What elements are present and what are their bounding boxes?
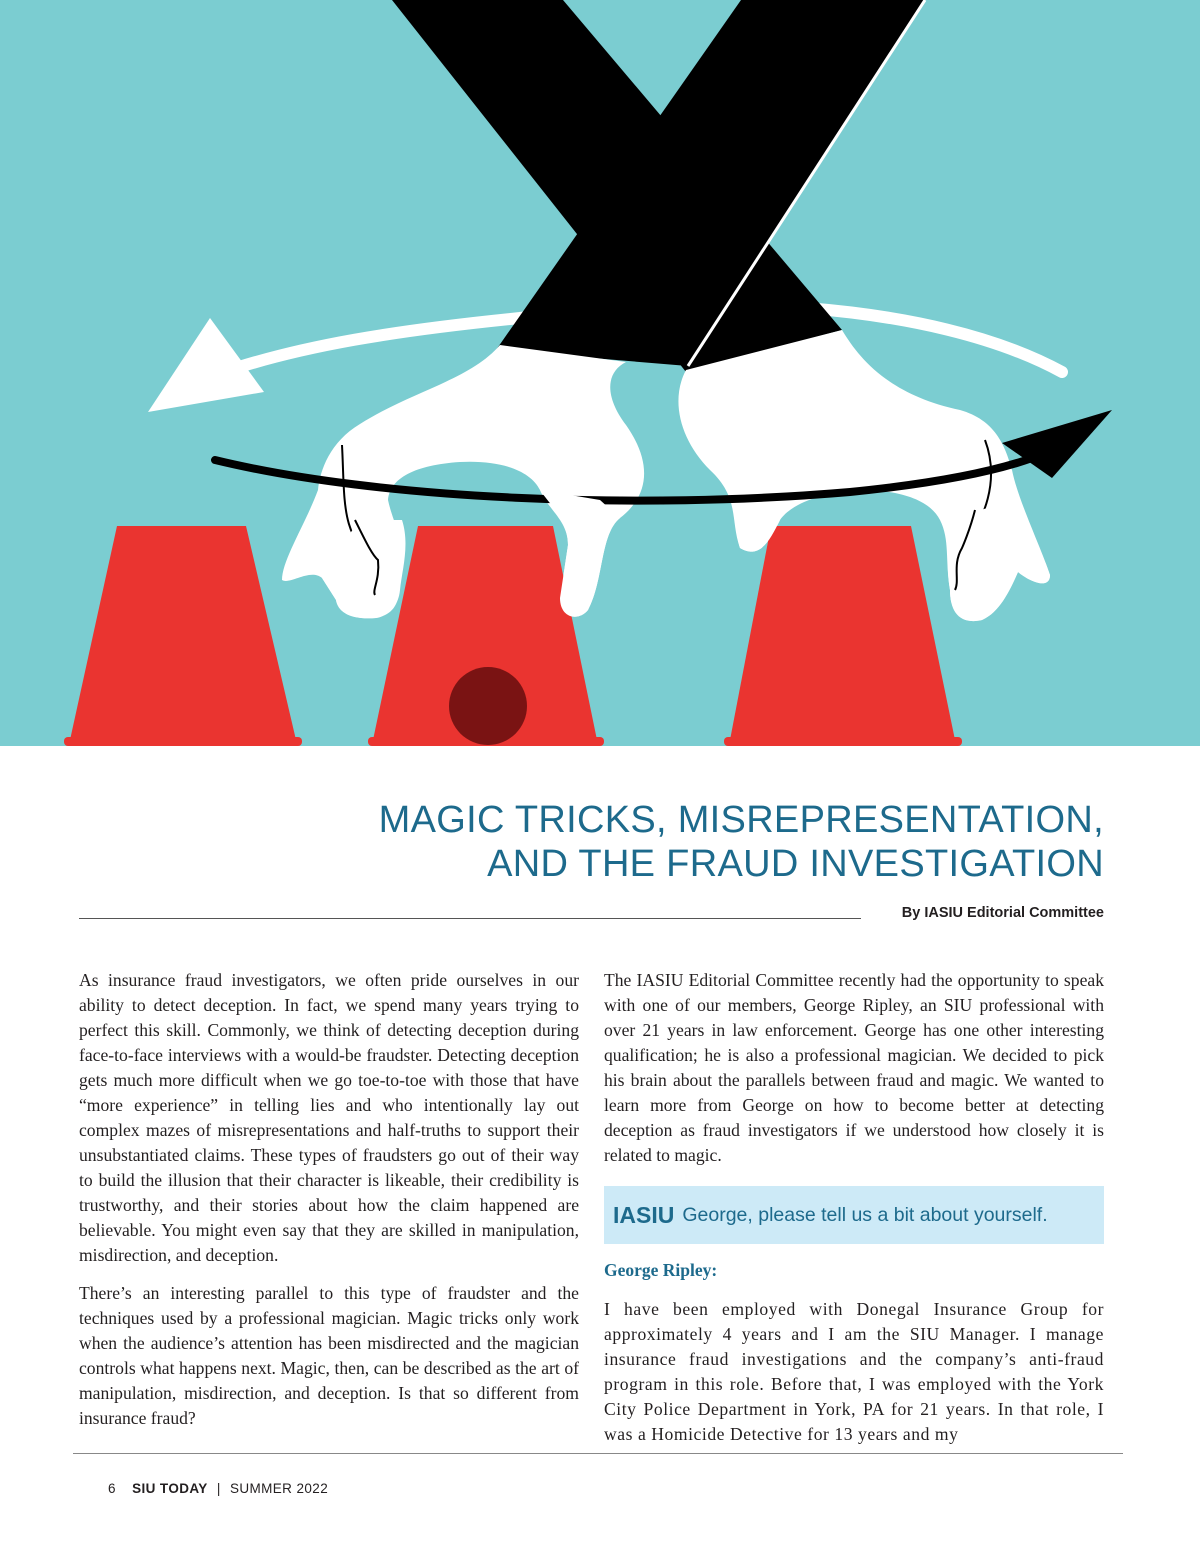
left-paragraph-2: There’s an interesting parallel to this type of fraudster and the techniques used by a professional magician. Magic tricks only work when the audience’s attention has been misdirected and the magician controls what happens next. Magic, then, can be described as the art of manipulation, misdirection, and deception. Is that so different from insurance fraud? <box>79 1283 579 1428</box>
intro-paragraph: The IASIU Editorial Committee recently had the opportunity to speak with one of our members, George Ripley, an SIU professional with over 21 years in law enforcement. George has one other interesting qualification; he is also a professional magician. We decided to pick his brain about the parallels between fraud and magic. We wanted to learn more from George on how to become better at detecting deception as fraud investigators if we understood how closely it is related to magic. <box>604 970 1104 1165</box>
question-text: George, please tell us a bit about yourself. <box>682 1203 1048 1226</box>
title-divider <box>79 918 861 919</box>
speaker-name: George Ripley: <box>604 1260 718 1280</box>
footer-separator: | <box>216 1481 221 1496</box>
publication-name: SIU TODAY <box>132 1481 208 1496</box>
right-column <box>604 968 1104 1460</box>
left-paragraph-1: As insurance fraud investigators, we often pride ourselves in our ability to detect deception. In fact, we spend many years trying to perfect this skill. Commonly, we think of detecting deception during face-to-face interviews with a would-be fraudster. Detecting deception gets much more difficult when we go toe-to-toe with those that have “more experience” in telling lies and who intentionally lay out complex mazes of misrepresentations and half-truths to support their unsubstantiated claims. These types of fraudsters go out of their way to build the illusion that their character is likeable, their credibility is trustworthy, and their stories about how the claim happened are believable. You might even say that they are skilled in manipulation, misdirection, and deception. <box>79 970 579 1265</box>
footer-divider <box>73 1453 1123 1454</box>
left-column <box>79 968 579 1444</box>
article-title <box>379 798 1104 886</box>
answer-paragraph: I have been employed with Donegal Insurance Group for approximately 4 years and I am the SIU Manager. I manage insurance fraud investigations and the company’s anti-fraud program in this role. Before that, I was employed with the York City Police Department in York, PA for 21 years. In that role, I was a Homicide Detective for 13 years and my <box>604 1299 1104 1444</box>
page-footer <box>108 1481 328 1496</box>
issue-date: SUMMER 2022 <box>229 1481 329 1496</box>
question-callout <box>604 1186 1104 1244</box>
ball <box>449 667 527 745</box>
page-number: 6 <box>108 1481 116 1496</box>
question-tag: IASIU <box>613 1201 675 1228</box>
title-line-1: MAGIC TRICKS, MISREPRESENTATION, <box>378 799 1104 841</box>
byline: By IASIU Editorial Committee <box>901 905 1104 921</box>
hero-illustration <box>0 0 1200 746</box>
title-line-2: AND THE FRAUD INVESTIGATION <box>487 843 1104 885</box>
